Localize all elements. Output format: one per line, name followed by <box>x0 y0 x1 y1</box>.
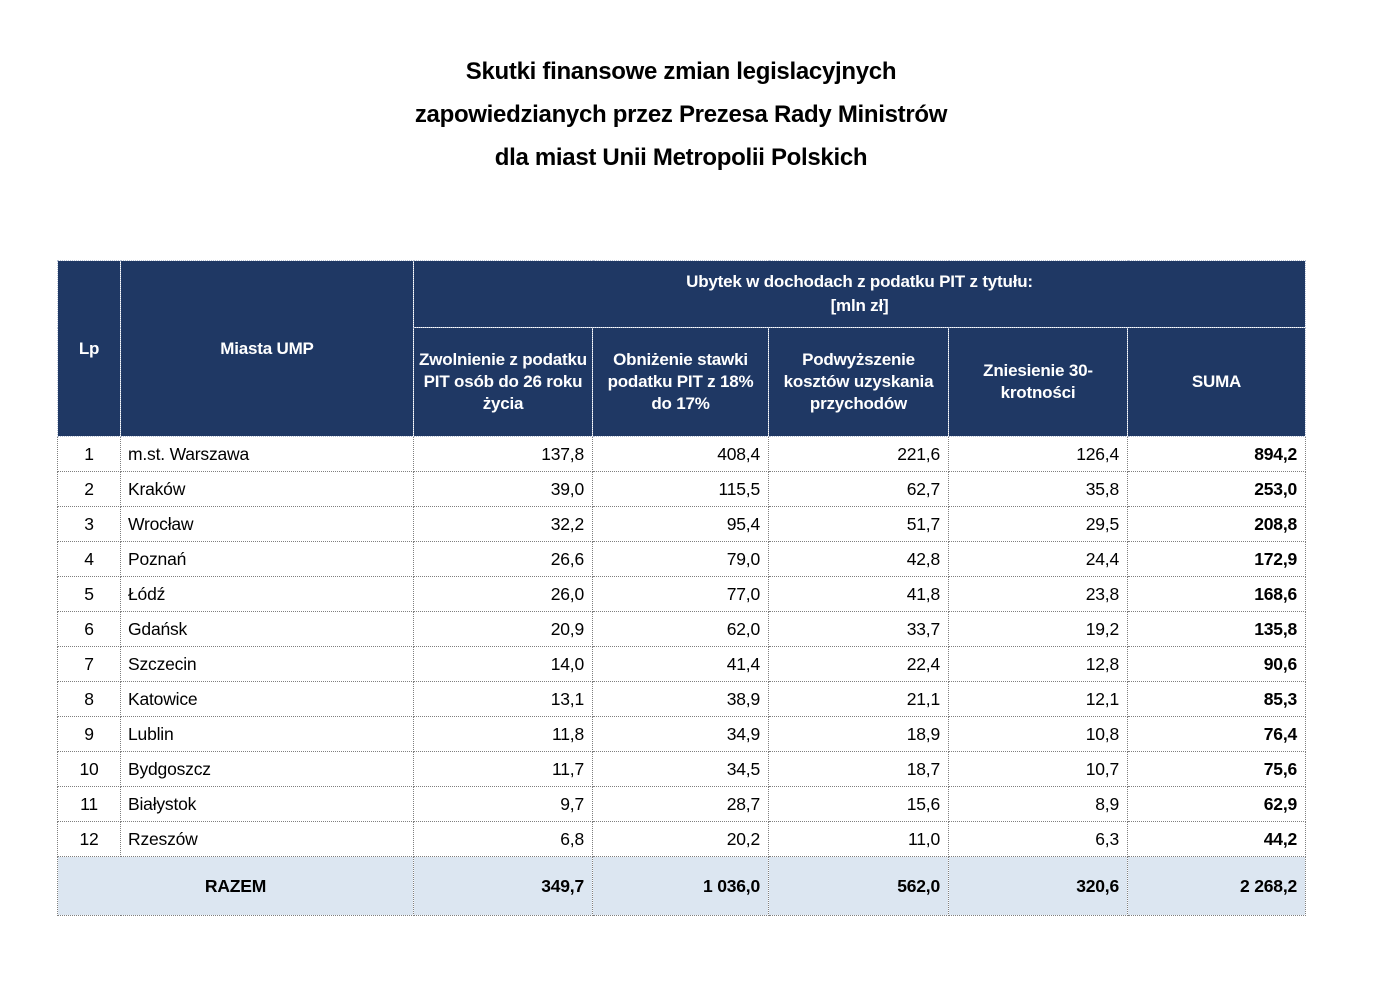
header-col-podwyzszenie: Podwyższenie kosztów uzyskania przychodów <box>769 328 949 437</box>
cell-value: 38,9 <box>593 682 769 717</box>
page-title-line-1: Skutki finansowe zmian legislacyjnych <box>465 58 897 85</box>
cell-value: 39,0 <box>414 472 593 507</box>
financial-impact-table <box>57 260 1306 916</box>
cell-value: 11,8 <box>414 717 593 752</box>
page-title <box>57 50 1305 179</box>
page-title-line-3: dla miast Unii Metropolii Polskich <box>494 144 868 171</box>
header-group-line-1: Ubytek w dochodach z podatku PIT z tytułu: <box>686 272 1033 291</box>
table-body <box>58 437 1306 857</box>
table-row <box>58 437 1306 472</box>
cell-lp: 10 <box>58 752 121 787</box>
cell-value: 12,1 <box>949 682 1128 717</box>
cell-value: 221,6 <box>769 437 949 472</box>
cell-suma: 253,0 <box>1128 472 1306 507</box>
cell-city: Łódź <box>121 577 414 612</box>
cell-suma: 44,2 <box>1128 822 1306 857</box>
cell-lp: 2 <box>58 472 121 507</box>
cell-lp: 9 <box>58 717 121 752</box>
cell-value: 41,4 <box>593 647 769 682</box>
cell-value: 28,7 <box>593 787 769 822</box>
cell-value: 18,7 <box>769 752 949 787</box>
cell-value: 13,1 <box>414 682 593 717</box>
table-row <box>58 472 1306 507</box>
table-row <box>58 752 1306 787</box>
cell-value: 12,8 <box>949 647 1128 682</box>
cell-value: 11,0 <box>769 822 949 857</box>
cell-value: 34,9 <box>593 717 769 752</box>
cell-suma: 172,9 <box>1128 542 1306 577</box>
cell-city: Kraków <box>121 472 414 507</box>
cell-suma: 208,8 <box>1128 507 1306 542</box>
cell-value: 14,0 <box>414 647 593 682</box>
cell-value: 26,0 <box>414 577 593 612</box>
cell-value: 9,7 <box>414 787 593 822</box>
cell-city: Rzeszów <box>121 822 414 857</box>
cell-value: 51,7 <box>769 507 949 542</box>
cell-value: 29,5 <box>949 507 1128 542</box>
cell-value: 20,9 <box>414 612 593 647</box>
cell-suma: 135,8 <box>1128 612 1306 647</box>
table-total-row <box>58 857 1306 916</box>
cell-value: 10,7 <box>949 752 1128 787</box>
cell-city: m.st. Warszawa <box>121 437 414 472</box>
table-row <box>58 507 1306 542</box>
header-col-obnizenie: Obniżenie stawki podatku PIT z 18% do 17% <box>593 328 769 437</box>
cell-value: 126,4 <box>949 437 1128 472</box>
cell-value: 62,7 <box>769 472 949 507</box>
cell-value: 95,4 <box>593 507 769 542</box>
table-row <box>58 647 1306 682</box>
header-city: Miasta UMP <box>121 261 414 437</box>
cell-city: Szczecin <box>121 647 414 682</box>
cell-value: 137,8 <box>414 437 593 472</box>
header-lp: Lp <box>58 261 121 437</box>
total-value: 320,6 <box>949 857 1128 916</box>
cell-value: 115,5 <box>593 472 769 507</box>
cell-suma: 85,3 <box>1128 682 1306 717</box>
cell-value: 77,0 <box>593 577 769 612</box>
header-group-line-2: [mln zł] <box>830 296 889 315</box>
cell-lp: 8 <box>58 682 121 717</box>
cell-value: 42,8 <box>769 542 949 577</box>
cell-value: 26,6 <box>414 542 593 577</box>
cell-lp: 7 <box>58 647 121 682</box>
cell-value: 34,5 <box>593 752 769 787</box>
cell-value: 408,4 <box>593 437 769 472</box>
cell-value: 41,8 <box>769 577 949 612</box>
table-row <box>58 577 1306 612</box>
cell-suma: 75,6 <box>1128 752 1306 787</box>
table-row <box>58 717 1306 752</box>
total-value: 2 268,2 <box>1128 857 1306 916</box>
cell-value: 8,9 <box>949 787 1128 822</box>
cell-value: 11,7 <box>414 752 593 787</box>
cell-value: 15,6 <box>769 787 949 822</box>
cell-value: 32,2 <box>414 507 593 542</box>
table-header <box>58 261 1306 437</box>
cell-suma: 894,2 <box>1128 437 1306 472</box>
cell-value: 62,0 <box>593 612 769 647</box>
cell-suma: 168,6 <box>1128 577 1306 612</box>
cell-suma: 90,6 <box>1128 647 1306 682</box>
cell-lp: 11 <box>58 787 121 822</box>
cell-lp: 4 <box>58 542 121 577</box>
cell-lp: 1 <box>58 437 121 472</box>
cell-value: 6,3 <box>949 822 1128 857</box>
cell-city: Wrocław <box>121 507 414 542</box>
table-row <box>58 787 1306 822</box>
cell-value: 24,4 <box>949 542 1128 577</box>
cell-city: Poznań <box>121 542 414 577</box>
cell-lp: 3 <box>58 507 121 542</box>
cell-lp: 12 <box>58 822 121 857</box>
header-col-suma: SUMA <box>1128 328 1306 437</box>
cell-value: 20,2 <box>593 822 769 857</box>
total-value: 562,0 <box>769 857 949 916</box>
header-group <box>414 261 1306 328</box>
header-col-zniesienie: Zniesienie 30-krotności <box>949 328 1128 437</box>
cell-suma: 62,9 <box>1128 787 1306 822</box>
cell-value: 19,2 <box>949 612 1128 647</box>
total-label: RAZEM <box>58 857 414 916</box>
cell-city: Katowice <box>121 682 414 717</box>
cell-lp: 6 <box>58 612 121 647</box>
cell-value: 79,0 <box>593 542 769 577</box>
cell-value: 21,1 <box>769 682 949 717</box>
table-row <box>58 682 1306 717</box>
cell-value: 33,7 <box>769 612 949 647</box>
cell-city: Lublin <box>121 717 414 752</box>
cell-suma: 76,4 <box>1128 717 1306 752</box>
header-col-zwolnienie: Zwolnienie z podatku PIT osób do 26 roku życia <box>414 328 593 437</box>
cell-value: 10,8 <box>949 717 1128 752</box>
total-value: 1 036,0 <box>593 857 769 916</box>
cell-value: 35,8 <box>949 472 1128 507</box>
table-row <box>58 612 1306 647</box>
page-title-line-2: zapowiedzianych przez Prezesa Rady Ministrów <box>414 101 948 128</box>
cell-city: Gdańsk <box>121 612 414 647</box>
table-row <box>58 822 1306 857</box>
table-row <box>58 542 1306 577</box>
cell-city: Białystok <box>121 787 414 822</box>
cell-value: 23,8 <box>949 577 1128 612</box>
total-row <box>58 857 1306 916</box>
cell-city: Bydgoszcz <box>121 752 414 787</box>
cell-value: 18,9 <box>769 717 949 752</box>
cell-value: 6,8 <box>414 822 593 857</box>
cell-value: 22,4 <box>769 647 949 682</box>
cell-lp: 5 <box>58 577 121 612</box>
total-value: 349,7 <box>414 857 593 916</box>
